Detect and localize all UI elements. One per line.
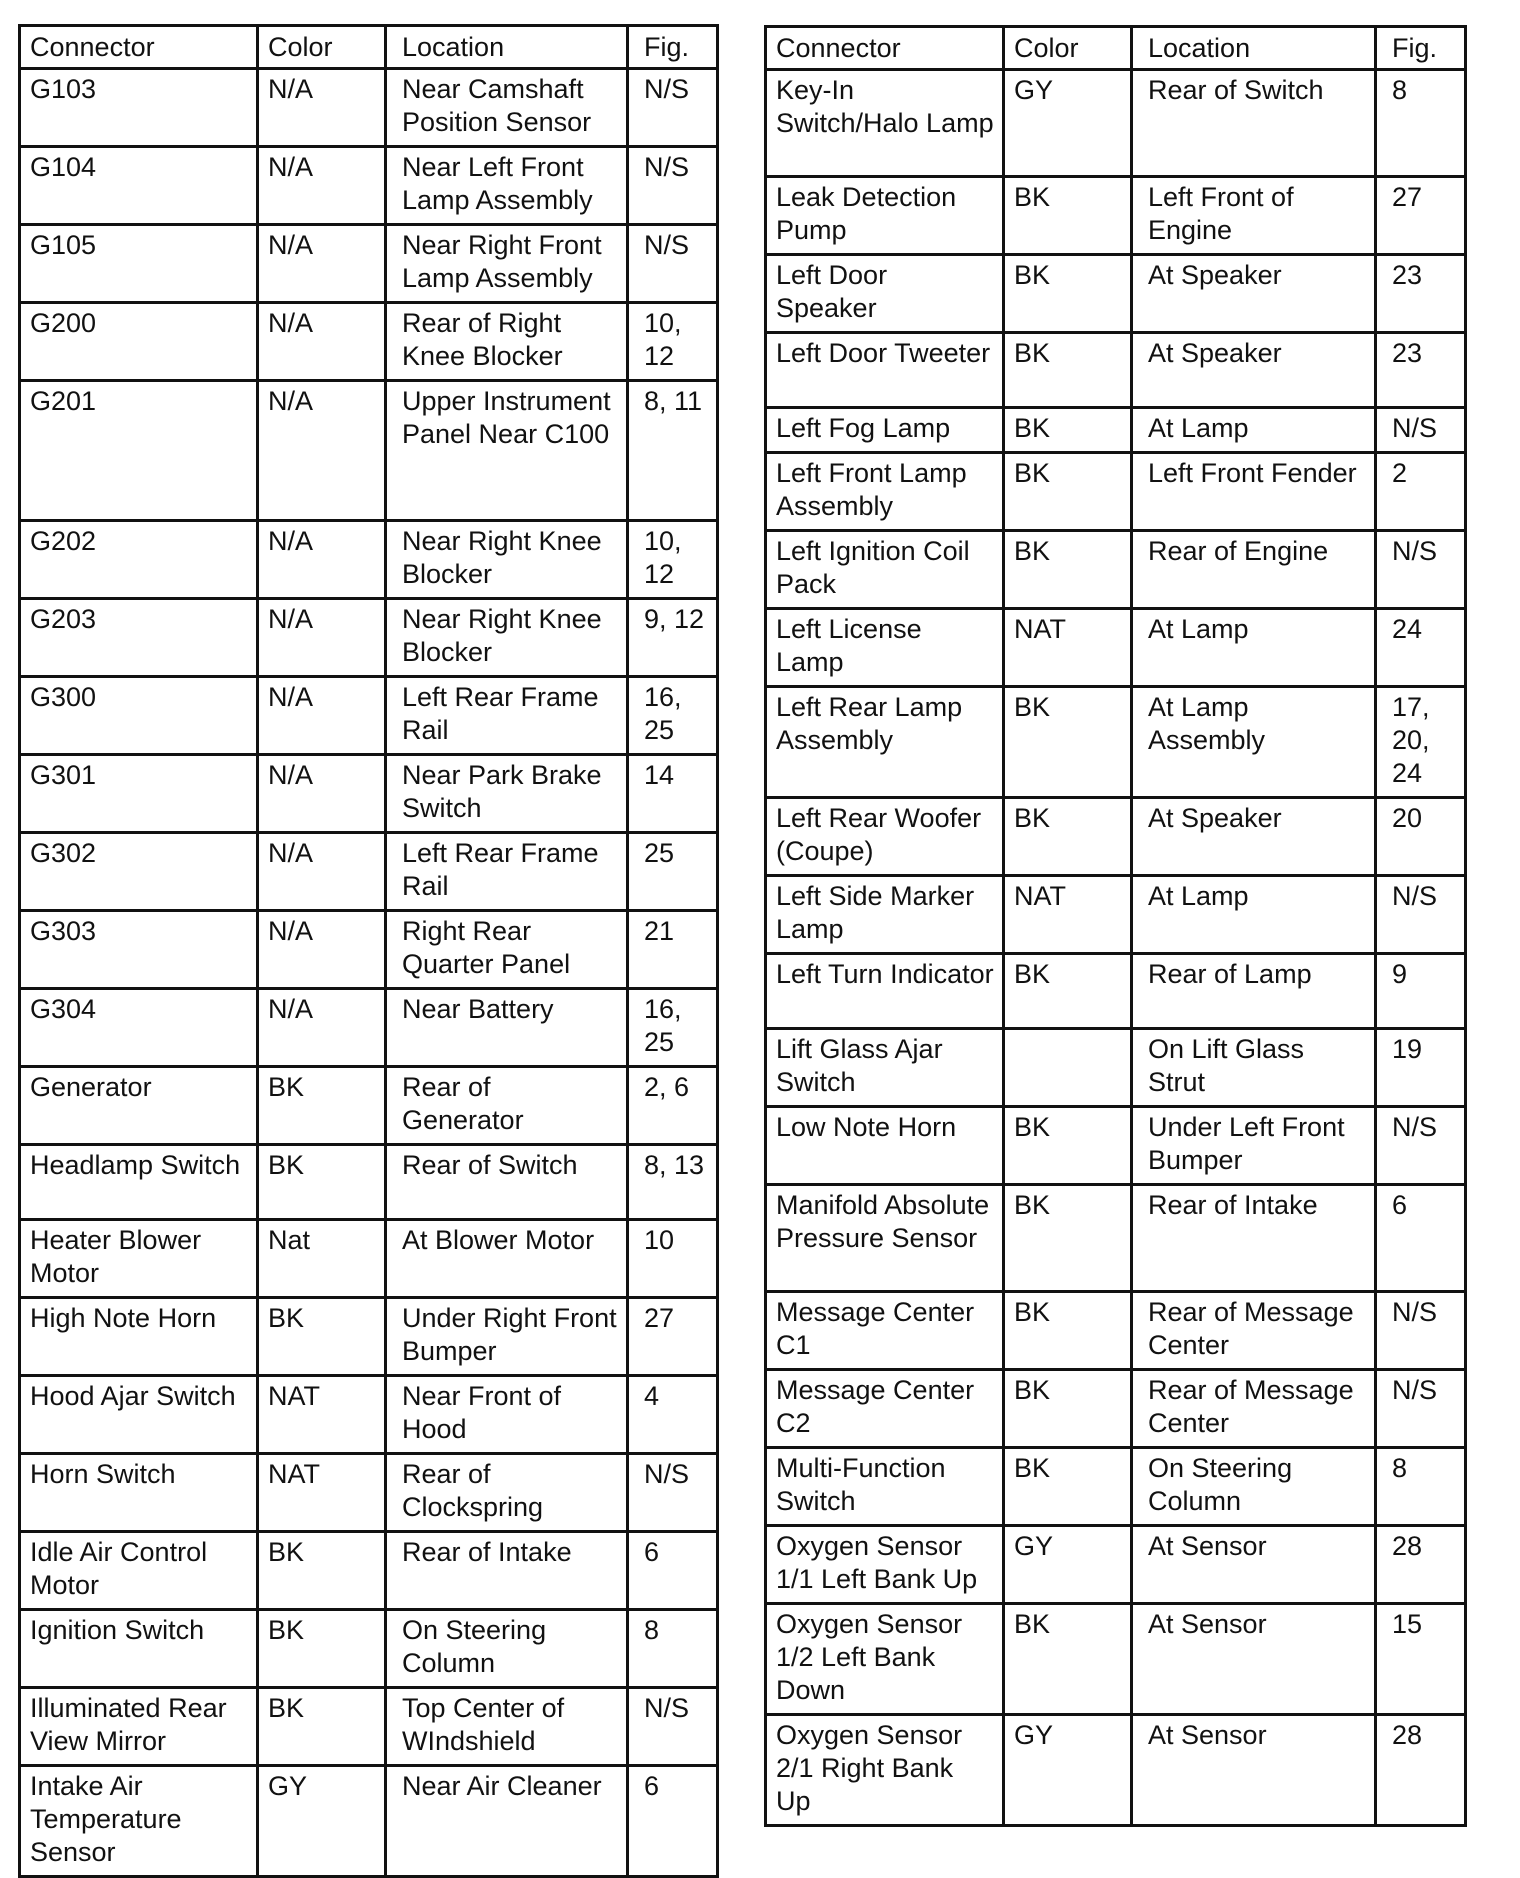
table-row	[20, 599, 718, 677]
cell-connector: Manifold Absolute Pressure Sensor	[766, 1185, 1004, 1292]
cell-connector: Hood Ajar Switch	[20, 1376, 258, 1454]
cell-connector: Heater Blower Motor	[20, 1220, 258, 1298]
cell-connector: G103	[20, 69, 258, 147]
table-row	[766, 1715, 1466, 1826]
cell-connector: Left License Lamp	[766, 609, 1004, 687]
cell-location: Rear of Engine	[1132, 531, 1376, 609]
cell-color: N/A	[258, 989, 386, 1067]
cell-connector: Left Front Lamp Assembly	[766, 453, 1004, 531]
cell-fig: 27	[1376, 177, 1466, 255]
cell-color: BK	[1004, 1185, 1132, 1292]
cell-location: Near Right Front Lamp Assembly	[386, 225, 628, 303]
table-row	[766, 798, 1466, 876]
cell-location: Under Right Front Bumper	[386, 1298, 628, 1376]
cell-fig: N/S	[1376, 876, 1466, 954]
cell-fig: 8, 13	[628, 1145, 718, 1220]
cell-location: At Lamp Assembly	[1132, 687, 1376, 798]
cell-location: Rear of Message Center	[1132, 1292, 1376, 1370]
cell-connector: Key-In Switch/Halo Lamp	[766, 70, 1004, 177]
cell-connector: G200	[20, 303, 258, 381]
cell-connector: Left Ignition Coil Pack	[766, 531, 1004, 609]
cell-location: Near Camshaft Position Sensor	[386, 69, 628, 147]
cell-location: At Sensor	[1132, 1715, 1376, 1826]
cell-connector: Oxygen Sensor 1/1 Left Bank Up	[766, 1526, 1004, 1604]
cell-color: BK	[1004, 1448, 1132, 1526]
cell-fig: N/S	[628, 1688, 718, 1766]
cell-color: NAT	[1004, 609, 1132, 687]
cell-fig: 10, 12	[628, 303, 718, 381]
cell-location: Left Front of Engine	[1132, 177, 1376, 255]
cell-connector: Generator	[20, 1067, 258, 1145]
cell-location: Under Left Front Bumper	[1132, 1107, 1376, 1185]
cell-fig: 8, 11	[628, 381, 718, 521]
table-header-row	[766, 27, 1466, 70]
table-row	[766, 876, 1466, 954]
cell-fig: 20	[1376, 798, 1466, 876]
cell-location: On Steering Column	[1132, 1448, 1376, 1526]
cell-color: BK	[258, 1298, 386, 1376]
cell-connector: Leak Detection Pump	[766, 177, 1004, 255]
table-header-row	[20, 26, 718, 69]
cell-connector: G203	[20, 599, 258, 677]
cell-color: GY	[258, 1766, 386, 1877]
cell-connector: G301	[20, 755, 258, 833]
cell-location: On Lift Glass Strut	[1132, 1029, 1376, 1107]
connector-table-left	[18, 24, 719, 1878]
cell-connector: G201	[20, 381, 258, 521]
cell-color: NAT	[258, 1376, 386, 1454]
table-row	[20, 1298, 718, 1376]
cell-fig: 9	[1376, 954, 1466, 1029]
table-row	[20, 833, 718, 911]
table-row	[766, 954, 1466, 1029]
cell-location: Near Front of Hood	[386, 1376, 628, 1454]
cell-connector: Message Center C2	[766, 1370, 1004, 1448]
table-row	[20, 677, 718, 755]
cell-fig: N/S	[1376, 1370, 1466, 1448]
cell-connector: Horn Switch	[20, 1454, 258, 1532]
cell-color: N/A	[258, 225, 386, 303]
table-row	[20, 1454, 718, 1532]
cell-location: Rear of Switch	[1132, 70, 1376, 177]
cell-fig: 9, 12	[628, 599, 718, 677]
cell-color: GY	[1004, 70, 1132, 177]
cell-connector: G304	[20, 989, 258, 1067]
cell-location: Left Rear Frame Rail	[386, 677, 628, 755]
cell-color: BK	[1004, 177, 1132, 255]
cell-connector: Ignition Switch	[20, 1610, 258, 1688]
cell-location: At Lamp	[1132, 876, 1376, 954]
cell-connector: G302	[20, 833, 258, 911]
table-row	[766, 531, 1466, 609]
cell-color: N/A	[258, 147, 386, 225]
table-row	[20, 225, 718, 303]
cell-color: BK	[1004, 531, 1132, 609]
cell-fig: 2	[1376, 453, 1466, 531]
table-row	[766, 333, 1466, 408]
table-row	[20, 303, 718, 381]
cell-location: Rear of Clockspring	[386, 1454, 628, 1532]
cell-location: Rear of Message Center	[1132, 1370, 1376, 1448]
table-row	[766, 1029, 1466, 1107]
table-row	[20, 147, 718, 225]
cell-fig: 23	[1376, 333, 1466, 408]
table-row	[766, 1604, 1466, 1715]
cell-connector: G202	[20, 521, 258, 599]
table-row	[20, 1067, 718, 1145]
cell-color: N/A	[258, 69, 386, 147]
table-row	[766, 1526, 1466, 1604]
table-row	[766, 255, 1466, 333]
table-row	[20, 1688, 718, 1766]
table-row	[766, 1185, 1466, 1292]
cell-location: At Speaker	[1132, 255, 1376, 333]
cell-location: Left Front Fender	[1132, 453, 1376, 531]
cell-connector: G105	[20, 225, 258, 303]
table-row	[766, 177, 1466, 255]
header-location: Location	[386, 26, 628, 69]
table-row	[20, 1610, 718, 1688]
cell-color: BK	[1004, 1604, 1132, 1715]
cell-location: At Speaker	[1132, 333, 1376, 408]
table-row	[766, 453, 1466, 531]
cell-fig: 17, 20, 24	[1376, 687, 1466, 798]
cell-location: At Sensor	[1132, 1604, 1376, 1715]
cell-fig: N/S	[628, 147, 718, 225]
cell-fig: 6	[1376, 1185, 1466, 1292]
cell-fig: 24	[1376, 609, 1466, 687]
header-color: Color	[258, 26, 386, 69]
table-row	[766, 1370, 1466, 1448]
cell-color: BK	[1004, 453, 1132, 531]
cell-color	[1004, 1029, 1132, 1107]
cell-connector: Illuminated Rear View Mirror	[20, 1688, 258, 1766]
cell-color: BK	[1004, 255, 1132, 333]
cell-color: BK	[258, 1532, 386, 1610]
cell-fig: N/S	[628, 69, 718, 147]
cell-location: At Blower Motor	[386, 1220, 628, 1298]
cell-fig: 10	[628, 1220, 718, 1298]
cell-color: Nat	[258, 1220, 386, 1298]
cell-color: N/A	[258, 521, 386, 599]
cell-connector: G303	[20, 911, 258, 989]
cell-color: NAT	[258, 1454, 386, 1532]
table-row	[20, 1532, 718, 1610]
header-connector: Connector	[766, 27, 1004, 70]
cell-fig: 15	[1376, 1604, 1466, 1715]
cell-color: BK	[1004, 798, 1132, 876]
cell-color: BK	[1004, 954, 1132, 1029]
cell-location: Rear of Generator	[386, 1067, 628, 1145]
cell-fig: N/S	[628, 225, 718, 303]
cell-color: NAT	[1004, 876, 1132, 954]
cell-color: BK	[258, 1688, 386, 1766]
cell-fig: N/S	[628, 1454, 718, 1532]
header-connector: Connector	[20, 26, 258, 69]
cell-fig: 16, 25	[628, 677, 718, 755]
cell-location: Rear of Right Knee Blocker	[386, 303, 628, 381]
cell-location: At Sensor	[1132, 1526, 1376, 1604]
table-row	[766, 687, 1466, 798]
cell-location: Rear of Switch	[386, 1145, 628, 1220]
cell-connector: Oxygen Sensor 2/1 Right Bank Up	[766, 1715, 1004, 1826]
table-row	[20, 989, 718, 1067]
table-row	[20, 1766, 718, 1877]
cell-location: At Lamp	[1132, 408, 1376, 453]
cell-color: BK	[1004, 1292, 1132, 1370]
cell-location: Near Park Brake Switch	[386, 755, 628, 833]
cell-fig: 6	[628, 1532, 718, 1610]
cell-location: At Speaker	[1132, 798, 1376, 876]
table-row	[20, 911, 718, 989]
cell-connector: G300	[20, 677, 258, 755]
cell-connector: Idle Air Control Motor	[20, 1532, 258, 1610]
cell-connector: Left Rear Woofer (Coupe)	[766, 798, 1004, 876]
cell-connector: Multi-Function Switch	[766, 1448, 1004, 1526]
table-row	[766, 1292, 1466, 1370]
cell-location: Near Right Knee Blocker	[386, 521, 628, 599]
cell-color: N/A	[258, 911, 386, 989]
header-fig: Fig.	[1376, 27, 1466, 70]
cell-connector: Left Rear Lamp Assembly	[766, 687, 1004, 798]
table-row	[20, 381, 718, 521]
cell-fig: 6	[628, 1766, 718, 1877]
cell-fig: N/S	[1376, 1107, 1466, 1185]
cell-location: Top Center of WIndshield	[386, 1688, 628, 1766]
cell-location: Rear of Lamp	[1132, 954, 1376, 1029]
cell-location: On Steering Column	[386, 1610, 628, 1688]
cell-fig: 27	[628, 1298, 718, 1376]
cell-fig: N/S	[1376, 408, 1466, 453]
cell-color: BK	[1004, 408, 1132, 453]
cell-color: N/A	[258, 303, 386, 381]
cell-connector: Left Side Marker Lamp	[766, 876, 1004, 954]
cell-fig: 8	[628, 1610, 718, 1688]
cell-location: Right Rear Quarter Panel	[386, 911, 628, 989]
table-row	[766, 70, 1466, 177]
table-row	[20, 521, 718, 599]
cell-location: Rear of Intake	[386, 1532, 628, 1610]
cell-color: BK	[258, 1067, 386, 1145]
header-fig: Fig.	[628, 26, 718, 69]
header-color: Color	[1004, 27, 1132, 70]
cell-connector: High Note Horn	[20, 1298, 258, 1376]
table-row	[766, 408, 1466, 453]
cell-fig: 28	[1376, 1526, 1466, 1604]
cell-fig: 16, 25	[628, 989, 718, 1067]
cell-fig: 21	[628, 911, 718, 989]
cell-color: N/A	[258, 381, 386, 521]
header-location: Location	[1132, 27, 1376, 70]
cell-location: Near Right Knee Blocker	[386, 599, 628, 677]
cell-color: BK	[1004, 1370, 1132, 1448]
cell-color: GY	[1004, 1526, 1132, 1604]
cell-location: At Lamp	[1132, 609, 1376, 687]
cell-connector: Left Fog Lamp	[766, 408, 1004, 453]
cell-color: BK	[1004, 333, 1132, 408]
cell-connector: Left Door Speaker	[766, 255, 1004, 333]
cell-connector: Message Center C1	[766, 1292, 1004, 1370]
cell-color: N/A	[258, 755, 386, 833]
cell-fig: 19	[1376, 1029, 1466, 1107]
cell-location: Rear of Intake	[1132, 1185, 1376, 1292]
cell-fig: 14	[628, 755, 718, 833]
cell-fig: 4	[628, 1376, 718, 1454]
connector-table-right	[764, 25, 1467, 1827]
table-row	[20, 69, 718, 147]
table-row	[20, 1376, 718, 1454]
cell-fig: 25	[628, 833, 718, 911]
cell-fig: 28	[1376, 1715, 1466, 1826]
table-row	[20, 1145, 718, 1220]
cell-location: Near Air Cleaner	[386, 1766, 628, 1877]
table-row	[20, 755, 718, 833]
cell-color: GY	[1004, 1715, 1132, 1826]
cell-location: Near Left Front Lamp Assembly	[386, 147, 628, 225]
cell-fig: N/S	[1376, 1292, 1466, 1370]
cell-connector: G104	[20, 147, 258, 225]
cell-connector: Lift Glass Ajar Switch	[766, 1029, 1004, 1107]
cell-color: N/A	[258, 833, 386, 911]
table-row	[766, 1448, 1466, 1526]
cell-fig: N/S	[1376, 531, 1466, 609]
cell-fig: 23	[1376, 255, 1466, 333]
cell-connector: Left Turn Indicator	[766, 954, 1004, 1029]
cell-location: Left Rear Frame Rail	[386, 833, 628, 911]
cell-connector: Left Door Tweeter	[766, 333, 1004, 408]
cell-color: BK	[1004, 687, 1132, 798]
table-row	[766, 609, 1466, 687]
cell-fig: 10, 12	[628, 521, 718, 599]
cell-color: BK	[258, 1610, 386, 1688]
cell-fig: 8	[1376, 1448, 1466, 1526]
cell-connector: Oxygen Sensor 1/2 Left Bank Down	[766, 1604, 1004, 1715]
cell-color: N/A	[258, 677, 386, 755]
cell-fig: 2, 6	[628, 1067, 718, 1145]
cell-location: Near Battery	[386, 989, 628, 1067]
table-row	[20, 1220, 718, 1298]
cell-connector: Headlamp Switch	[20, 1145, 258, 1220]
cell-color: BK	[258, 1145, 386, 1220]
cell-color: BK	[1004, 1107, 1132, 1185]
cell-connector: Low Note Horn	[766, 1107, 1004, 1185]
cell-location: Upper Instrument Panel Near C100	[386, 381, 628, 521]
cell-fig: 8	[1376, 70, 1466, 177]
cell-color: N/A	[258, 599, 386, 677]
cell-connector: Intake Air Temperature Sensor	[20, 1766, 258, 1877]
table-row	[766, 1107, 1466, 1185]
